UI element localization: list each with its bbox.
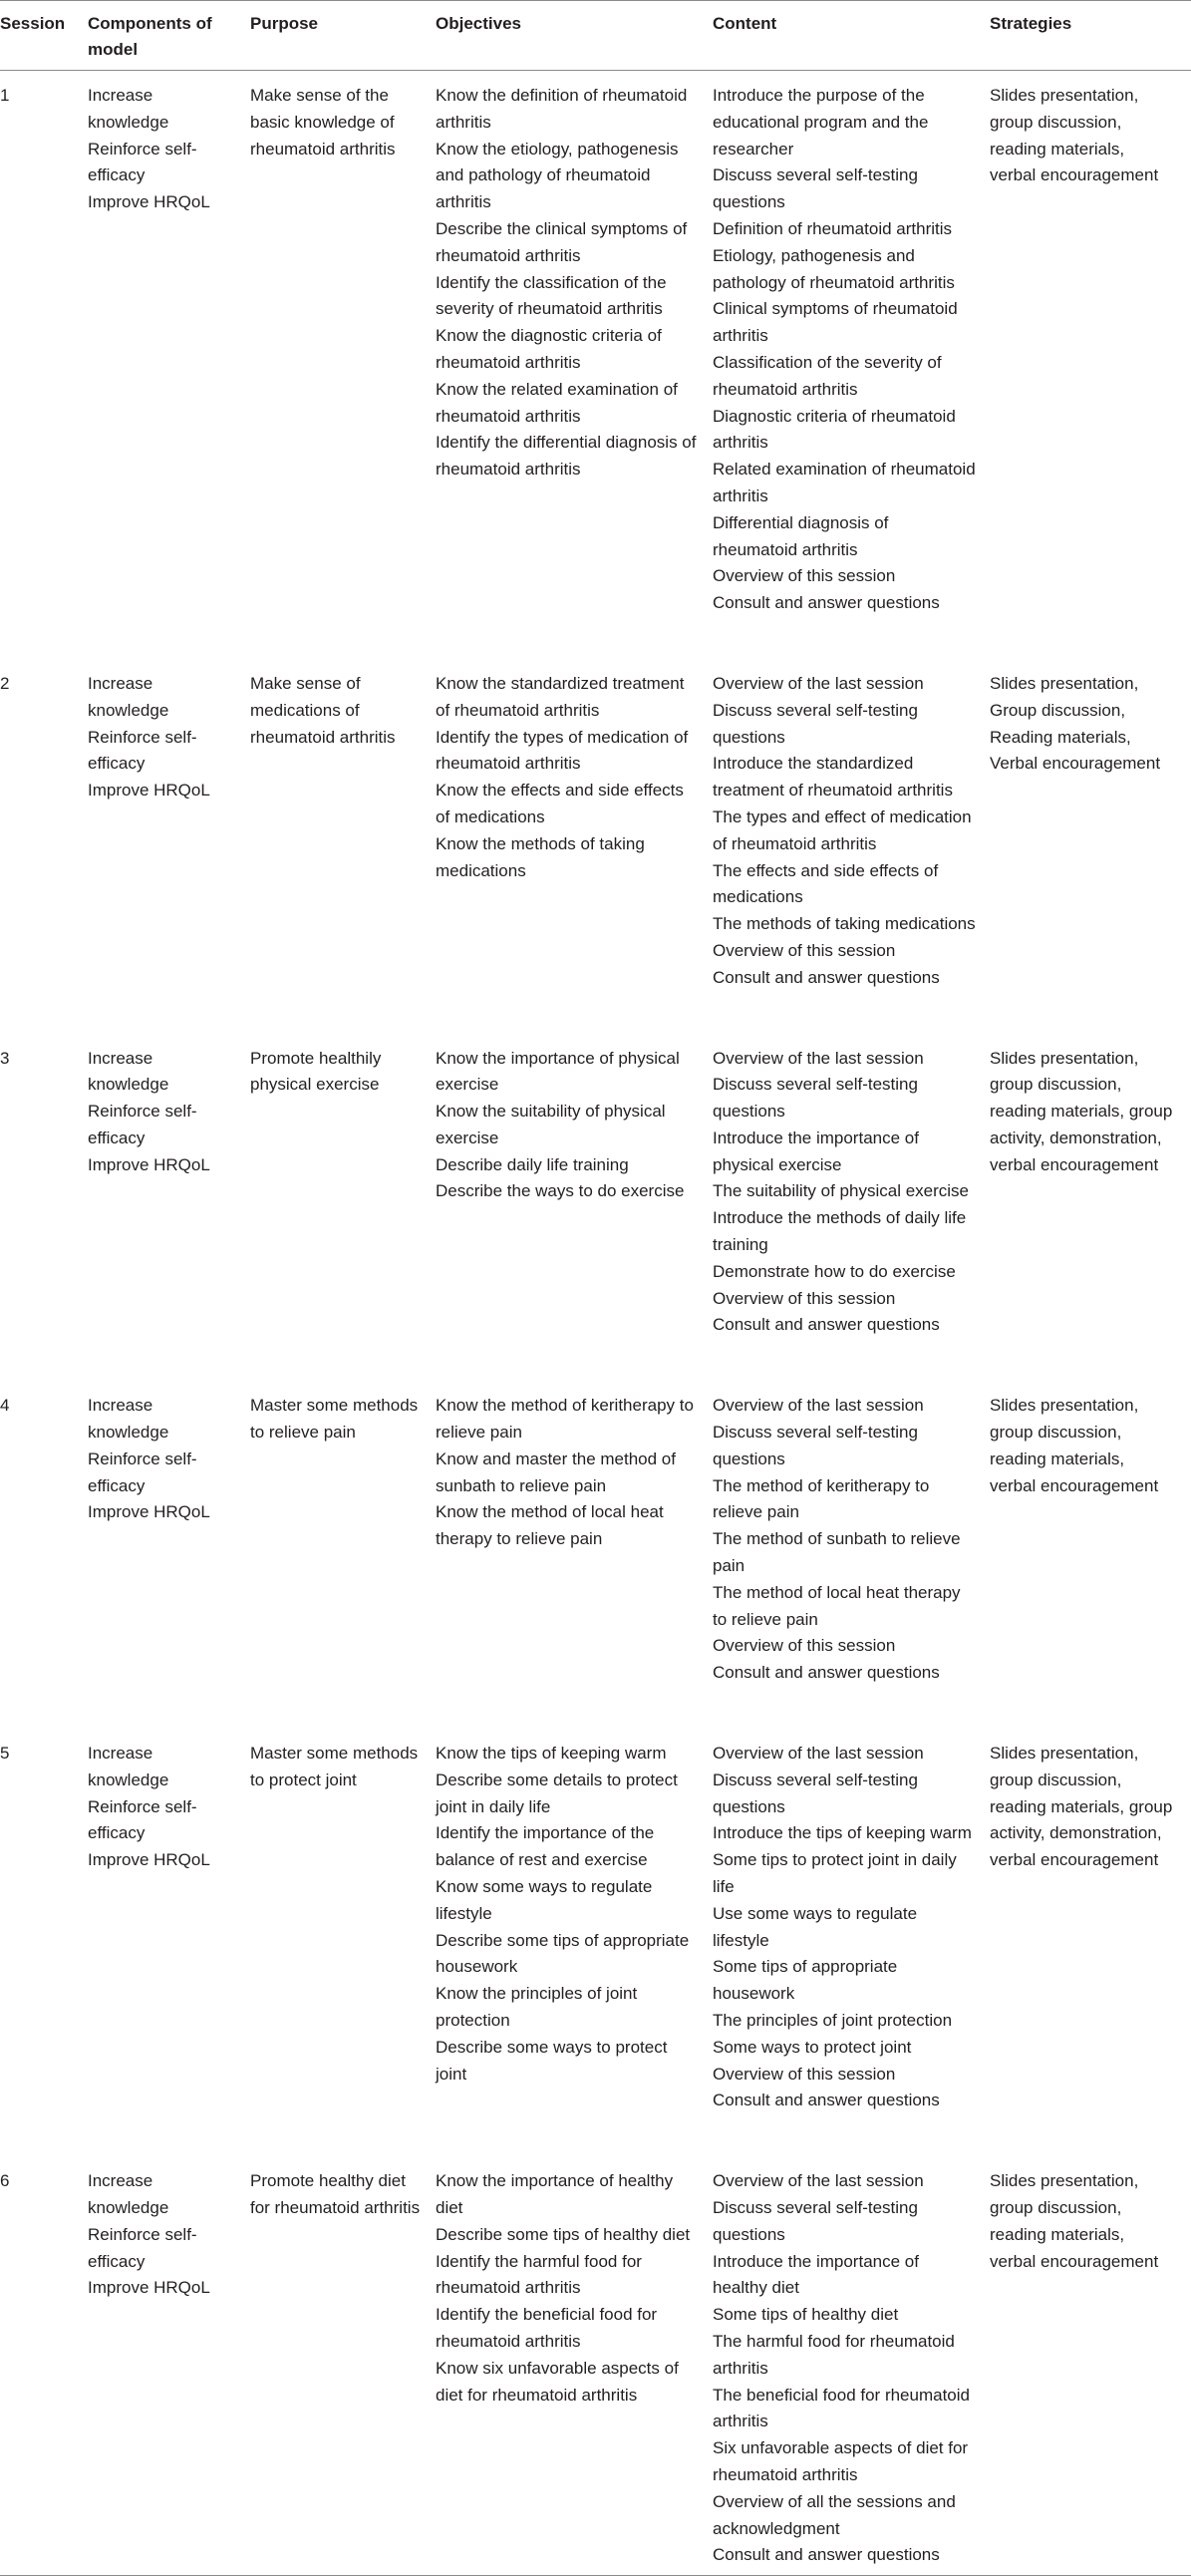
content-item: Overview of this session [713, 1288, 896, 1308]
objective-item: Describe some ways to protect joint [436, 2037, 668, 2084]
purpose-text: Master some methods to relieve pain [250, 1396, 419, 1443]
strategy-line: Slides presentation, [990, 1744, 1139, 1764]
content-item: Consult and answer questions [713, 2091, 940, 2110]
component-item: Reinforce self-efficacy [88, 1449, 197, 1495]
content-item: Discuss several self-testing questions [713, 1075, 918, 1122]
content-item: Related examination of rheumatoid arthritis [713, 460, 976, 505]
session-cell [0, 1729, 80, 2156]
header-strategies: Strategies [990, 14, 1072, 33]
components-cell [80, 1729, 242, 2156]
objective-item: Identify the classification of the severity of rheumatoid arthritis [436, 272, 667, 319]
strategy-line: Verbal encouragement [990, 754, 1161, 774]
component-item: Reinforce self-efficacy [88, 1796, 197, 1843]
objectives-cell [428, 1381, 705, 1729]
header-content: Content [713, 14, 777, 33]
objective-item: Know the effects and side effects of medications [436, 781, 684, 826]
content-item: Overview of the last session [713, 1744, 924, 1764]
strategy-line: verbal encouragement [990, 2251, 1159, 2271]
content-item: Overview of this session [713, 566, 896, 586]
session-cell [0, 1034, 80, 1382]
session-number: 2 [0, 673, 10, 693]
table-row [0, 1729, 1191, 2156]
purpose-text: Make sense of the basic knowledge of rheumatoid arthritis [250, 86, 396, 159]
strategy-line: Slides presentation, [990, 86, 1139, 105]
strategy-line: group discussion, [990, 2197, 1122, 2217]
purpose-text: Make sense of medications of rheumatoid arthritis [250, 673, 396, 747]
session-cell [0, 1381, 80, 1729]
strategies-cell [982, 1034, 1191, 1382]
content-cell [705, 1034, 982, 1382]
components-cell [80, 659, 242, 1034]
table-row [0, 1381, 1191, 1729]
strategy-line: verbal encouragement [990, 165, 1159, 185]
content-item: The method of local heat therapy to relieve pain [713, 1582, 961, 1629]
strategies-cell [982, 1381, 1191, 1729]
content-item: Overview of the last session [713, 2171, 924, 2191]
content-item: Consult and answer questions [713, 2545, 940, 2565]
purpose-text: Promote healthily physical exercise [250, 1048, 382, 1095]
strategy-line: group discussion, [990, 1770, 1122, 1789]
purpose-cell [242, 1381, 428, 1729]
component-item: Increase knowledge [88, 1048, 169, 1095]
components-cell [80, 2156, 242, 2575]
objective-item: Know the suitability of physical exercise [436, 1102, 666, 1147]
objective-item: Know the method of local heat therapy to relieve pain [436, 1502, 664, 1549]
content-item: The method of keritherapy to relieve pain [713, 1475, 930, 1522]
header-row [0, 1, 1191, 71]
content-item: Some tips to protect joint in daily life [713, 1850, 957, 1897]
objective-item: Describe daily life training [436, 1154, 629, 1174]
objective-item: Identify the harmful food for rheumatoid arthritis [436, 2251, 642, 2298]
content-item: Diagnostic criteria of rheumatoid arthritis [713, 406, 956, 453]
objective-item: Know the methods of taking medications [436, 833, 645, 880]
content-item: Discuss several self-testing questions [713, 2197, 918, 2244]
table-row [0, 1034, 1191, 1382]
purpose-cell [242, 2156, 428, 2575]
components-cell [80, 1034, 242, 1382]
content-item: Demonstrate how to do exercise [713, 1261, 956, 1281]
components-cell [80, 71, 242, 659]
content-item: Overview of the last session [713, 673, 924, 693]
strategies-cell [982, 1729, 1191, 2156]
header-objectives: Objectives [436, 14, 521, 33]
table-body [0, 71, 1191, 2576]
content-item: Overview of this session [713, 1636, 896, 1656]
header-purpose: Purpose [250, 14, 319, 33]
purpose-cell [242, 659, 428, 1034]
content-item: Consult and answer questions [713, 593, 940, 613]
content-item: Some tips of appropriate housework [713, 1957, 898, 2004]
objective-item: Know the tips of keeping warm [436, 1744, 667, 1764]
component-item: Reinforce self-efficacy [88, 1102, 197, 1147]
strategy-line: Group discussion, [990, 700, 1126, 720]
strategy-line: reading materials, group [990, 1102, 1173, 1122]
content-item: The harmful food for rheumatoid arthritis [713, 2331, 955, 2378]
session-number: 6 [0, 2171, 10, 2191]
session-cell [0, 659, 80, 1034]
content-item: Introduce the standardized treatment of rheumatoid arthritis [713, 754, 953, 801]
content-item: Some ways to protect joint [713, 2037, 912, 2057]
objectives-cell [428, 1034, 705, 1382]
objectives-cell [428, 659, 705, 1034]
table-row [0, 71, 1191, 659]
content-item: Discuss several self-testing questions [713, 165, 918, 212]
content-item: Overview of this session [713, 2064, 896, 2084]
strategy-line: reading materials, [990, 1449, 1125, 1468]
content-item: Definition of rheumatoid arthritis [713, 218, 953, 238]
session-number: 5 [0, 1744, 10, 1764]
strategy-line: verbal encouragement [990, 1154, 1159, 1174]
content-item: The suitability of physical exercise [713, 1181, 970, 1201]
content-item: The principles of joint protection [713, 2011, 953, 2030]
component-item: Increase knowledge [88, 2171, 169, 2217]
strategies-cell [982, 2156, 1191, 2575]
strategies-cell [982, 71, 1191, 659]
content-cell [705, 1729, 982, 2156]
content-item: Introduce the purpose of the educational program and the researcher [713, 86, 929, 159]
content-item: Classification of the severity of rheumatoid arthritis [713, 352, 942, 399]
strategy-line: Slides presentation, [990, 1048, 1139, 1068]
objective-item: Know the diagnostic criteria of rheumatoid arthritis [436, 326, 662, 372]
purpose-cell [242, 71, 428, 659]
objective-item: Describe some details to protect joint in daily life [436, 1770, 678, 1816]
objective-item: Identify the differential diagnosis of rheumatoid arthritis [436, 433, 697, 480]
header-session: Session [0, 14, 66, 33]
objectives-cell [428, 71, 705, 659]
content-item: Overview of all the sessions and acknowledgment [713, 2491, 956, 2538]
objective-item: Know the method of keritherapy to relieve pain [436, 1396, 694, 1443]
component-item: Improve HRQoL [88, 781, 210, 801]
strategies-cell [982, 659, 1191, 1034]
content-item: Introduce the importance of physical exercise [713, 1127, 919, 1174]
content-item: Introduce the importance of healthy diet [713, 2251, 919, 2298]
objective-item: Identify the types of medication of rheumatoid arthritis [436, 727, 689, 774]
content-item: Some tips of healthy diet [713, 2305, 899, 2325]
content-cell [705, 2156, 982, 2575]
strategy-line: reading materials, [990, 2224, 1125, 2244]
content-item: The types and effect of medication of rheumatoid arthritis [713, 806, 972, 853]
component-item: Increase knowledge [88, 673, 169, 720]
content-item: The method of sunbath to relieve pain [713, 1529, 961, 1576]
strategy-line: group discussion, [990, 112, 1122, 132]
strategy-line: group discussion, [990, 1075, 1122, 1095]
objective-item: Describe the ways to do exercise [436, 1181, 685, 1201]
content-item: Consult and answer questions [713, 1663, 940, 1683]
purpose-text: Promote healthy diet for rheumatoid arthritis [250, 2171, 421, 2217]
strategy-line: reading materials, [990, 139, 1125, 159]
content-item: Clinical symptoms of rheumatoid arthritis [713, 299, 958, 346]
objective-item: Identify the beneficial food for rheumatoid arthritis [436, 2305, 658, 2351]
session-number: 1 [0, 86, 10, 105]
session-number: 3 [0, 1048, 10, 1068]
content-cell [705, 1381, 982, 1729]
strategy-line: activity, demonstration, [990, 1127, 1162, 1147]
component-item: Reinforce self-efficacy [88, 139, 197, 185]
objectives-cell [428, 2156, 705, 2575]
purpose-cell [242, 1729, 428, 2156]
content-item: Differential diagnosis of rheumatoid arthritis [713, 512, 889, 559]
objective-item: Identify the importance of the balance of rest and exercise [436, 1823, 655, 1870]
content-item: The methods of taking medications [713, 914, 976, 934]
objective-item: Know the standardized treatment of rheumatoid arthritis [436, 673, 685, 720]
component-item: Increase knowledge [88, 86, 169, 132]
component-item: Improve HRQoL [88, 192, 210, 212]
content-item: Introduce the methods of daily life training [713, 1208, 967, 1255]
component-item: Reinforce self-efficacy [88, 2224, 197, 2271]
content-item: Discuss several self-testing questions [713, 1770, 918, 1816]
session-cell [0, 2156, 80, 2575]
content-item: Etiology, pathogenesis and pathology of rheumatoid arthritis [713, 245, 955, 292]
content-item: Consult and answer questions [713, 967, 940, 987]
strategy-line: verbal encouragement [990, 1475, 1159, 1495]
objective-item: Know the related examination of rheumatoid arthritis [436, 379, 678, 426]
table-row [0, 2156, 1191, 2575]
objective-item: Know the definition of rheumatoid arthritis [436, 86, 688, 132]
components-cell [80, 1381, 242, 1729]
content-item: Six unfavorable aspects of diet for rheumatoid arthritis [713, 2438, 969, 2484]
objective-item: Know and master the method of sunbath to relieve pain [436, 1449, 676, 1495]
content-cell [705, 71, 982, 659]
table-row [0, 659, 1191, 1034]
component-item: Reinforce self-efficacy [88, 727, 197, 774]
content-item: Overview of the last session [713, 1048, 924, 1068]
objective-item: Know the etiology, pathogenesis and pathology of rheumatoid arthritis [436, 139, 679, 212]
objective-item: Describe some tips of healthy diet [436, 2224, 691, 2244]
strategy-line: group discussion, [990, 1423, 1122, 1443]
strategy-line: Slides presentation, [990, 1396, 1139, 1416]
component-item: Improve HRQoL [88, 2278, 210, 2298]
content-cell [705, 659, 982, 1034]
objective-item: Describe the clinical symptoms of rheumatoid arthritis [436, 218, 688, 265]
component-item: Improve HRQoL [88, 1154, 210, 1174]
component-item: Increase knowledge [88, 1744, 169, 1789]
content-item: The effects and side effects of medications [713, 860, 939, 907]
content-item: Discuss several self-testing questions [713, 700, 918, 747]
objectives-cell [428, 1729, 705, 2156]
content-item: Discuss several self-testing questions [713, 1423, 918, 1468]
content-item: Overview of the last session [713, 1396, 924, 1416]
strategy-line: activity, demonstration, [990, 1823, 1162, 1843]
strategy-line: Slides presentation, [990, 2171, 1139, 2191]
content-item: Use some ways to regulate lifestyle [713, 1903, 918, 1950]
objective-item: Describe some tips of appropriate housework [436, 1930, 690, 1977]
content-item: Introduce the tips of keeping warm [713, 1823, 972, 1843]
objective-item: Know the importance of physical exercise [436, 1048, 680, 1095]
strategy-line: Slides presentation, [990, 673, 1139, 693]
header-components: Components of model [88, 14, 212, 59]
content-item: Consult and answer questions [713, 1315, 940, 1335]
strategy-line: verbal encouragement [990, 1850, 1159, 1870]
session-cell [0, 71, 80, 659]
component-item: Improve HRQoL [88, 1502, 210, 1522]
session-number: 4 [0, 1396, 10, 1416]
strategy-line: reading materials, group [990, 1796, 1173, 1816]
purpose-text: Master some methods to protect joint [250, 1744, 419, 1789]
objective-item: Know six unfavorable aspects of diet for rheumatoid arthritis [436, 2358, 679, 2405]
component-item: Improve HRQoL [88, 1850, 210, 1870]
objective-item: Know the importance of healthy diet [436, 2171, 674, 2217]
content-item: The beneficial food for rheumatoid arthritis [713, 2385, 970, 2431]
objective-item: Know the principles of joint protection [436, 1984, 638, 2030]
objective-item: Know some ways to regulate lifestyle [436, 1877, 653, 1923]
strategy-line: Reading materials, [990, 727, 1131, 747]
component-item: Increase knowledge [88, 1396, 169, 1443]
content-item: Overview of this session [713, 940, 896, 960]
table-header [0, 1, 1191, 71]
purpose-cell [242, 1034, 428, 1382]
